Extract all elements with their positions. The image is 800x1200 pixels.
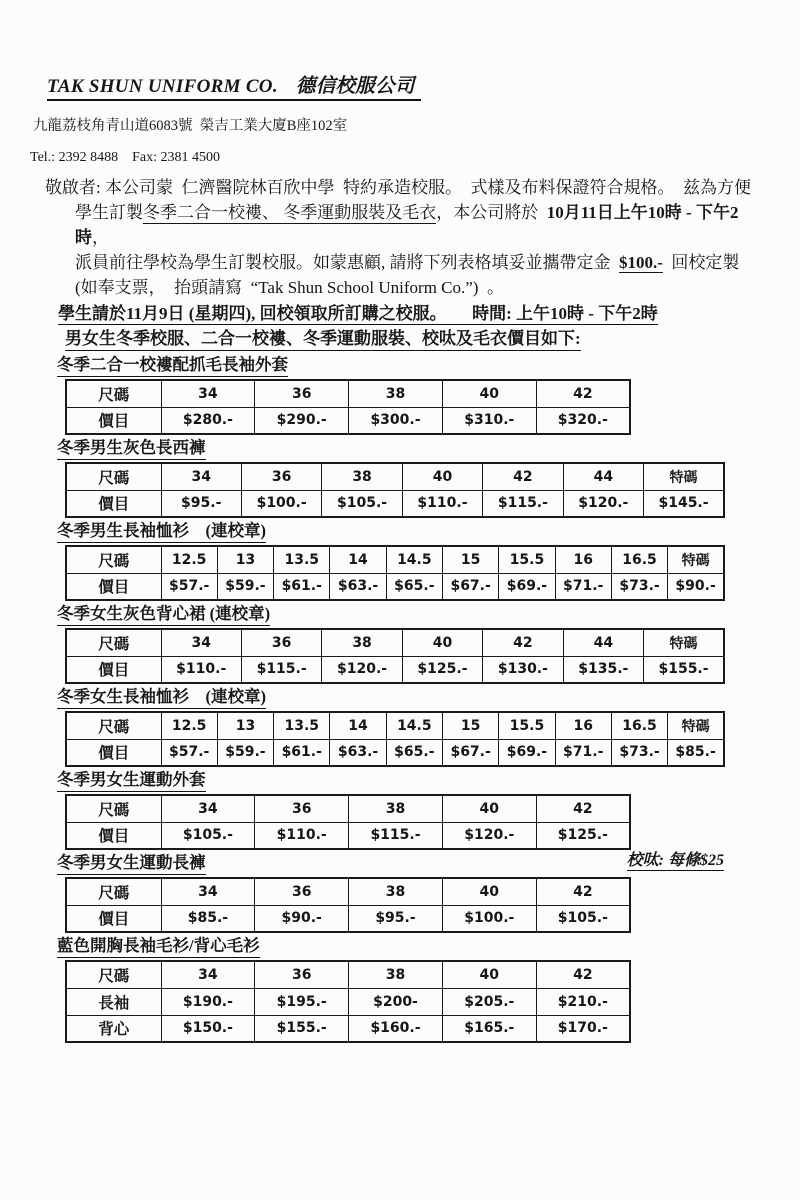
size-cell: 15 — [442, 546, 498, 573]
size-cell: 42 — [536, 380, 630, 407]
size-cell: 38 — [349, 961, 443, 988]
size-cell: 34 — [161, 961, 255, 988]
table-title: 冬季男女生運動長褲 — [57, 853, 206, 875]
size-cell: 44 — [563, 629, 643, 656]
size-cell: 36 — [255, 961, 349, 988]
price-cell: $195.- — [255, 988, 349, 1015]
price-cell: $57.- — [161, 573, 217, 600]
row-label-cell: 尺碼 — [66, 961, 161, 988]
size-cell: 15.5 — [499, 712, 555, 739]
table-row — [66, 961, 630, 988]
address-line: 九龍荔枝角青山道6083號 榮吉工業大廈B座102室 — [33, 118, 348, 134]
row-label-cell: 價目 — [66, 656, 161, 683]
price-cell: $69.- — [499, 739, 555, 766]
table-title-row — [57, 687, 724, 708]
price-cell: $63.- — [330, 739, 386, 766]
letter-body — [45, 175, 760, 300]
price-cell: $290.- — [255, 407, 349, 434]
price-cell: $280.- — [161, 407, 255, 434]
size-cell: 16.5 — [611, 546, 667, 573]
table-title: 冬季男女生運動外套 — [57, 770, 206, 792]
size-cell: 42 — [483, 629, 563, 656]
size-cell: 特碼 — [668, 712, 724, 739]
size-cell: 40 — [442, 380, 536, 407]
price-cell: $125.- — [402, 656, 482, 683]
letter-line-2: 學生訂製冬季二合一校褸、 冬季運動服裝及毛衣，本公司將於 10月11日上午10時 - 下午2時， — [75, 203, 739, 247]
price-cell: $63.- — [330, 573, 386, 600]
price-intro: 男女生冬季校服、二合一校褸、冬季運動服裝、校呔及毛衣價目如下: — [65, 327, 800, 351]
price-cell: $135.- — [563, 656, 643, 683]
price-table — [65, 628, 725, 684]
price-cell: $65.- — [386, 573, 442, 600]
size-cell: 16.5 — [611, 712, 667, 739]
table-row — [66, 739, 724, 766]
price-cell: $210.- — [536, 988, 630, 1015]
letter-line-1: 敬啟者: 本公司蒙 仁濟醫院林百欣中學 特約承造校服。 式樣及布料保證符合規格。 兹為方便 — [45, 178, 751, 197]
table-title: 藍色開胸長袖毛衫/背心毛衫 — [57, 936, 260, 958]
price-cell: $61.- — [274, 739, 330, 766]
price-table — [65, 462, 725, 518]
row-label-cell: 尺碼 — [66, 629, 161, 656]
price-section — [0, 355, 800, 435]
table-title-row — [57, 604, 724, 625]
size-cell: 15 — [442, 712, 498, 739]
size-cell: 42 — [483, 463, 563, 490]
size-cell: 42 — [536, 878, 630, 905]
size-cell: 36 — [241, 629, 321, 656]
size-cell: 14 — [330, 546, 386, 573]
price-cell: $155.- — [644, 656, 724, 683]
pickup-notice: 學生請於11月9日 (星期四), 回校領取所訂購之校服。 時間: 上午10時 - 下午2時 — [58, 304, 658, 323]
price-cell: $105.- — [161, 822, 255, 849]
size-cell: 13 — [217, 712, 273, 739]
table-title-row — [57, 521, 724, 542]
price-cell: $155.- — [255, 1015, 349, 1042]
row-label-cell: 背心 — [66, 1015, 161, 1042]
price-cell: $61.- — [274, 573, 330, 600]
size-cell: 36 — [255, 878, 349, 905]
row-label-cell: 價目 — [66, 739, 161, 766]
size-cell: 40 — [402, 629, 482, 656]
size-cell: 12.5 — [161, 712, 217, 739]
price-cell: $59.- — [217, 573, 273, 600]
price-cell: $120.- — [563, 490, 643, 517]
price-cell: $100.- — [442, 905, 536, 932]
size-cell: 34 — [161, 878, 255, 905]
size-cell: 40 — [442, 878, 536, 905]
price-cell: $300.- — [349, 407, 443, 434]
price-section — [0, 438, 800, 518]
table-row — [66, 629, 724, 656]
size-cell: 38 — [322, 629, 402, 656]
row-label-cell: 價目 — [66, 822, 161, 849]
size-cell: 38 — [349, 795, 443, 822]
price-cell: $100.- — [241, 490, 321, 517]
size-cell: 16 — [555, 712, 611, 739]
price-cell: $115.- — [349, 822, 443, 849]
price-cell: $120.- — [322, 656, 402, 683]
price-cell: $125.- — [536, 822, 630, 849]
price-cell: $165.- — [442, 1015, 536, 1042]
tel-fax-line: Tel.: 2392 8488 Fax: 2381 4500 — [30, 150, 220, 165]
row-label-cell: 尺碼 — [66, 546, 161, 573]
table-title-row — [57, 936, 724, 957]
company-name-zh: 德信校服公司 — [295, 76, 415, 97]
price-cell: $110.- — [402, 490, 482, 517]
order-date: 10月11日上午10時 - 下午2時 — [75, 203, 739, 247]
price-section — [0, 604, 800, 684]
table-title-row — [57, 853, 724, 874]
size-cell: 14 — [330, 712, 386, 739]
tie-note: 校呔: 每條$25 — [626, 852, 724, 869]
size-cell: 34 — [161, 463, 241, 490]
size-cell: 42 — [536, 961, 630, 988]
price-cell: $120.- — [442, 822, 536, 849]
letter-line-4: (如奉支票， 抬頭請寫 “Tak Shun School Uniform Co.”) 。 — [75, 278, 504, 297]
price-cell: $71.- — [555, 573, 611, 600]
size-cell: 34 — [161, 380, 255, 407]
price-cell: $130.- — [483, 656, 563, 683]
price-section — [0, 770, 800, 850]
size-cell: 38 — [349, 380, 443, 407]
price-cell: $95.- — [349, 905, 443, 932]
size-cell: 特碼 — [668, 546, 724, 573]
table-row — [66, 656, 724, 683]
size-cell: 13.5 — [274, 712, 330, 739]
letterhead — [0, 0, 800, 166]
size-cell: 44 — [563, 463, 643, 490]
row-label-cell: 尺碼 — [66, 795, 161, 822]
price-cell: $73.- — [611, 573, 667, 600]
table-row — [66, 573, 724, 600]
table-title: 冬季男生灰色長西褲 — [57, 438, 206, 460]
price-cell: $71.- — [555, 739, 611, 766]
table-row — [66, 822, 630, 849]
price-cell: $73.- — [611, 739, 667, 766]
size-cell: 40 — [442, 795, 536, 822]
price-section — [0, 687, 800, 767]
size-cell: 14.5 — [386, 546, 442, 573]
salutation: 敬啟者: — [45, 178, 105, 197]
size-cell: 34 — [161, 629, 241, 656]
price-cell: $190.- — [161, 988, 255, 1015]
price-cell: $145.- — [644, 490, 724, 517]
price-cell: $90.- — [668, 573, 724, 600]
size-cell: 13 — [217, 546, 273, 573]
table-row — [66, 988, 630, 1015]
table-title: 冬季男生長袖恤衫 (連校章) — [57, 521, 266, 543]
row-label-cell: 尺碼 — [66, 878, 161, 905]
price-cell: $205.- — [442, 988, 536, 1015]
price-cell: $110.- — [255, 822, 349, 849]
price-cell: $110.- — [161, 656, 241, 683]
price-cell: $320.- — [536, 407, 630, 434]
size-cell: 34 — [161, 795, 255, 822]
price-cell: $90.- — [255, 905, 349, 932]
table-row — [66, 795, 630, 822]
table-row — [66, 878, 630, 905]
underlined-items: 冬季二合一校褸、 冬季運動服裝及毛衣 — [143, 203, 437, 222]
table-title: 冬季女生灰色背心裙 (連校章) — [57, 604, 270, 626]
price-section — [0, 936, 800, 1043]
price-cell: $115.- — [241, 656, 321, 683]
price-cell: $67.- — [442, 573, 498, 600]
table-row — [66, 463, 724, 490]
price-table — [65, 545, 725, 601]
row-label-cell: 尺碼 — [66, 712, 161, 739]
table-row — [66, 490, 724, 517]
size-cell: 16 — [555, 546, 611, 573]
row-label-cell: 價目 — [66, 573, 161, 600]
size-cell: 12.5 — [161, 546, 217, 573]
table-title-row — [57, 438, 724, 459]
size-cell: 特碼 — [644, 463, 724, 490]
price-cell: $95.- — [161, 490, 241, 517]
price-section — [0, 853, 800, 933]
company-name — [47, 70, 421, 101]
price-cell: $59.- — [217, 739, 273, 766]
price-cell: $200- — [349, 988, 443, 1015]
table-title-row — [57, 355, 724, 376]
size-cell: 42 — [536, 795, 630, 822]
size-cell: 14.5 — [386, 712, 442, 739]
size-cell: 38 — [322, 463, 402, 490]
table-title: 冬季二合一校褸配抓毛長袖外套 — [57, 355, 288, 377]
table-row — [66, 546, 724, 573]
price-cell: $69.- — [499, 573, 555, 600]
price-cell: $85.- — [668, 739, 724, 766]
price-cell: $115.- — [483, 490, 563, 517]
table-title: 冬季女生長袖恤衫 (連校章) — [57, 687, 266, 709]
price-table — [65, 877, 631, 933]
price-cell: $67.- — [442, 739, 498, 766]
price-cell: $105.- — [322, 490, 402, 517]
price-table — [65, 379, 631, 435]
price-cell: $160.- — [349, 1015, 443, 1042]
table-row — [66, 712, 724, 739]
price-cell: $85.- — [161, 905, 255, 932]
price-cell: $57.- — [161, 739, 217, 766]
size-cell: 36 — [255, 795, 349, 822]
price-tables — [0, 355, 800, 1043]
price-table — [65, 711, 725, 767]
row-label-cell: 尺碼 — [66, 380, 161, 407]
table-title-row — [57, 770, 724, 791]
row-label-cell: 價目 — [66, 407, 161, 434]
size-cell: 36 — [241, 463, 321, 490]
table-row — [66, 905, 630, 932]
price-cell: $105.- — [536, 905, 630, 932]
row-label-cell: 尺碼 — [66, 463, 161, 490]
row-label-cell: 價目 — [66, 905, 161, 932]
price-table — [65, 960, 631, 1043]
row-label-cell: 長袖 — [66, 988, 161, 1015]
price-table — [65, 794, 631, 850]
company-name-en: TAK SHUN UNIFORM CO. — [47, 76, 278, 97]
price-cell: $65.- — [386, 739, 442, 766]
size-cell: 特碼 — [644, 629, 724, 656]
deposit-amount: $100.- — [619, 253, 663, 272]
letter-line-3: 派員前往學校為學生訂製校服。如蒙惠顧, 請將下列表格填妥並攜帶定金 $100.- 回校定製 — [75, 253, 740, 272]
size-cell: 36 — [255, 380, 349, 407]
price-section — [0, 521, 800, 601]
table-row — [66, 380, 630, 407]
price-cell: $170.- — [536, 1015, 630, 1042]
size-cell: 13.5 — [274, 546, 330, 573]
row-label-cell: 價目 — [66, 490, 161, 517]
price-cell: $150.- — [161, 1015, 255, 1042]
size-cell: 40 — [402, 463, 482, 490]
size-cell: 38 — [349, 878, 443, 905]
size-cell: 40 — [442, 961, 536, 988]
price-cell: $310.- — [442, 407, 536, 434]
table-row — [66, 407, 630, 434]
size-cell: 15.5 — [499, 546, 555, 573]
table-row — [66, 1015, 630, 1042]
